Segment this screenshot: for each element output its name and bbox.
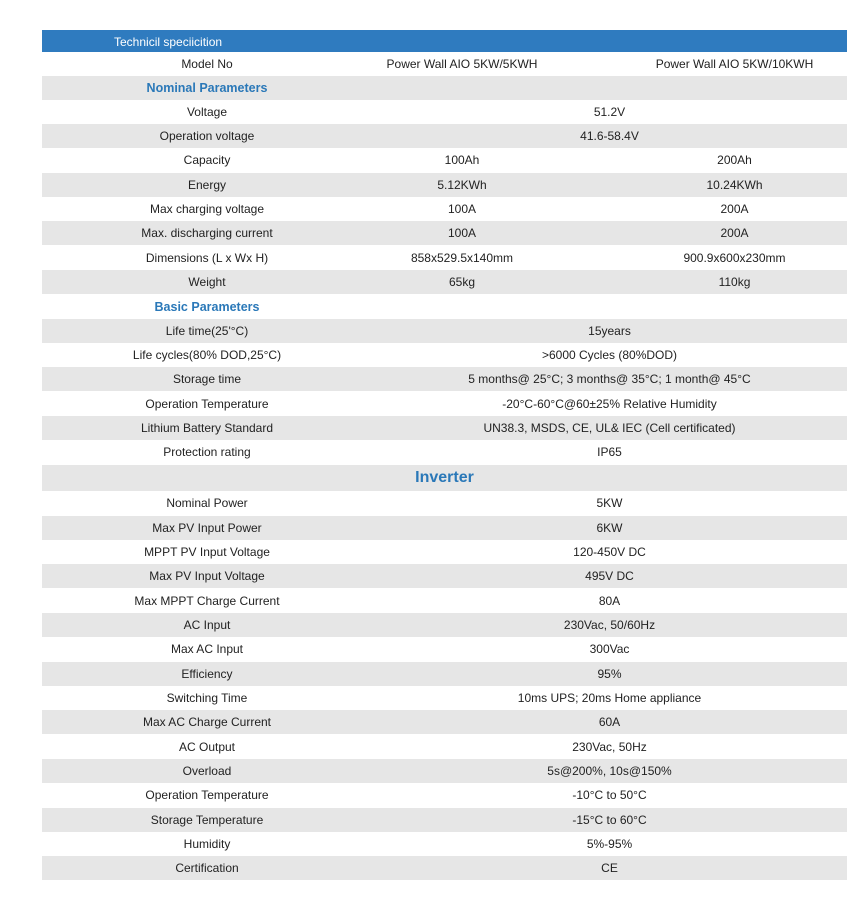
row-label: Energy [187,178,227,192]
model-label: Model No [181,57,233,71]
table-row [42,270,847,294]
row-value-5kwh: 5.12KWh [437,178,487,192]
row-value-10kwh: 200A [720,202,749,216]
table-row [42,637,847,661]
row-value-10kwh: 900.9x600x230mm [683,251,786,265]
row-label: Capacity [183,153,231,167]
row-value: 6KW [596,521,623,535]
section-title: Nominal Parameters [146,81,268,95]
table-row [42,783,847,807]
row-value: 15years [588,324,631,338]
section-nominal-parameters [42,76,847,100]
table-row [42,491,847,515]
row-value-10kwh: 10.24KWh [706,178,763,192]
row-label: Certification [175,861,239,875]
section-inverter: Inverter [42,465,847,491]
row-label: Overload [182,764,232,778]
sheet-header: Technicil speciicition [42,30,847,52]
table-row [42,662,847,686]
row-value: >6000 Cycles (80%DOD) [541,348,678,362]
row-value: 120-450V DC [573,545,646,559]
row-value: UN38.3, MSDS, CE, UL& IEC (Cell certificated) [483,421,736,435]
table-row [42,808,847,832]
row-value: -20°C-60°C@60±25% Relative Humidity [502,397,717,411]
row-label: Max charging voltage [149,202,265,216]
row-value-5kwh: 100A [447,226,477,240]
table-row [42,516,847,540]
row-label: Operation Temperature [145,788,269,802]
row-label: Max PV Input Power [152,521,262,535]
row-value: 95% [597,667,622,681]
row-value: 300Vac [589,642,630,656]
row-value: 10ms UPS; 20ms Home appliance [517,691,702,705]
row-value: -10°C to 50°C [572,788,647,802]
row-value-5kwh: 858x529.5x140mm [410,251,514,265]
row-label: Max. discharging current [141,226,273,240]
row-value: 5%-95% [586,837,633,851]
table-row [42,367,847,391]
row-label: Max AC Charge Current [142,715,272,729]
table-row [42,540,847,564]
row-label: Life time(25'°C) [165,324,249,338]
row-value: 5KW [596,496,623,510]
row-value: 80A [598,594,621,608]
table-row [42,589,847,613]
row-value: 60A [598,715,621,729]
table-row [42,197,847,221]
row-label: AC Input [183,618,231,632]
table-row [42,392,847,416]
table-row [42,710,847,734]
row-value: 230Vac, 50Hz [572,740,647,754]
table-row [42,148,847,172]
row-label: Nominal Power [166,496,248,510]
row-label: Max MPPT Charge Current [134,594,280,608]
row-label: MPPT PV Input Voltage [144,545,270,559]
row-label: Weight [188,275,226,289]
spec-sheet [42,30,847,875]
table-row [42,416,847,440]
row-value-10kwh: 110kg [718,275,751,289]
table-row [42,759,847,783]
table-row [42,124,847,148]
row-value: -15°C to 60°C [572,813,647,827]
row-value: 5 months@ 25°C; 3 months@ 35°C; 1 month@ 45°C [468,372,751,386]
row-label: Protection rating [163,445,251,459]
row-value: CE [601,861,618,875]
row-value-5kwh: 65kg [448,275,476,289]
table-row [42,100,847,124]
row-label: AC Output [178,740,236,754]
row-value-5kwh: 100A [447,202,477,216]
row-value: 495V DC [585,569,634,583]
row-label: Switching Time [166,691,248,705]
table-row [42,856,847,880]
table-row [42,735,847,759]
row-label: Dimensions (L x Wx H) [145,251,269,265]
table-row [42,221,847,245]
row-value-10kwh: 200Ah [717,153,752,167]
row-label: Storage Temperature [150,813,264,827]
row-label: Max AC Input [170,642,244,656]
section-basic-parameters [42,295,847,319]
row-label: Max PV Input Voltage [149,569,265,583]
row-label: Operation Temperature [145,397,269,411]
table-row [42,613,847,637]
model-value-10kwh: Power Wall AIO 5KW/10KWH [655,57,814,71]
row-label: Lithium Battery Standard [140,421,274,435]
row-value-10kwh: 200A [720,226,749,240]
row-label: Storage time [172,372,242,386]
table-row [42,564,847,588]
row-value: 51.2V [593,105,626,119]
row-value: IP65 [597,445,622,459]
table-row [42,440,847,464]
section-title: Basic Parameters [154,300,260,314]
model-row [42,52,847,76]
model-value-5kwh: Power Wall AIO 5KW/5KWH [386,57,538,71]
row-label: Life cycles(80% DOD,25°C) [132,348,282,362]
table-row [42,832,847,856]
row-value: 230Vac, 50/60Hz [563,618,656,632]
row-value: 41.6-58.4V [580,129,639,143]
row-label: Humidity [183,837,231,851]
row-value: 5s@200%, 10s@150% [547,764,672,778]
row-label: Voltage [186,105,228,119]
table-row [42,319,847,343]
table-row [42,246,847,270]
table-row [42,343,847,367]
row-label: Operation voltage [159,129,255,143]
table-row [42,173,847,197]
row-value-5kwh: 100Ah [444,153,480,167]
table-row [42,686,847,710]
row-label: Efficiency [181,667,233,681]
